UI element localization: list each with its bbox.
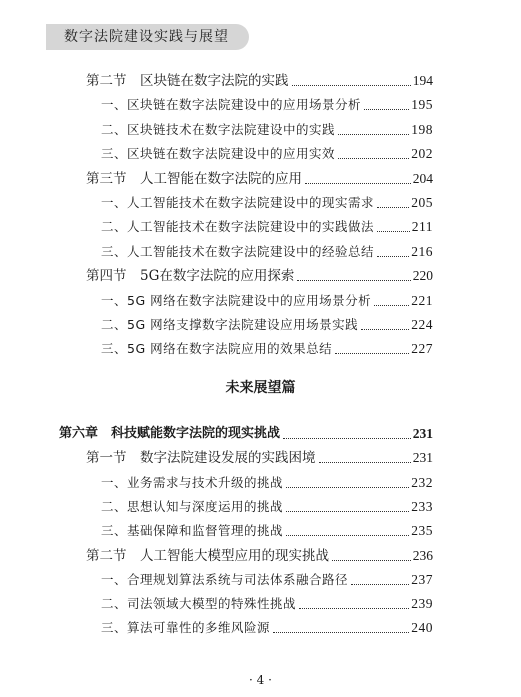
dot-leader [338, 157, 409, 159]
toc-entry-section[interactable] [0, 266, 521, 286]
toc-entry-item[interactable] [0, 120, 521, 140]
toc-entry-item[interactable] [0, 497, 521, 517]
toc-entry-page-number: 231 [412, 450, 433, 466]
dot-leader [351, 583, 409, 585]
toc-entry-section[interactable] [0, 169, 521, 189]
toc-entry-page-number: 235 [411, 523, 433, 539]
toc-entry-label: 一、合理规划算法系统与司法体系融合路径 [101, 571, 349, 587]
toc-entry-item[interactable] [0, 315, 521, 335]
toc-entry-item[interactable] [0, 193, 521, 213]
toc-entry-label: 第三节 人工智能在数字法院的应用 [86, 170, 302, 187]
toc-entry-page-number: 224 [411, 317, 433, 332]
toc-entry-page-number: 198 [411, 121, 433, 137]
toc-entry-item[interactable] [0, 217, 521, 237]
toc-entry-item[interactable] [0, 242, 521, 262]
toc-entry-label: 第一节 数字法院建设发展的实践困境 [86, 450, 316, 467]
running-header [46, 24, 249, 50]
dot-leader [297, 279, 410, 281]
dot-leader [283, 437, 411, 439]
toc-entry-label: 二、司法领域大模型的特殊性挑战 [101, 596, 297, 612]
dot-leader [305, 182, 411, 184]
toc-entry-page-number: 216 [411, 243, 433, 259]
dot-leader [319, 461, 411, 463]
toc-entry-page-number: 205 [411, 195, 433, 210]
toc-entry-page-number: 202 [411, 146, 433, 162]
toc-entry-page-number: 195 [411, 97, 433, 113]
dot-leader [364, 108, 409, 110]
toc-entry-item[interactable] [0, 473, 521, 493]
toc-entry-label: 三、区块链在数字法院建设中的应用实效 [101, 146, 336, 162]
toc-entry-label: 二、5G 网络支撑数字法院建设应用场景实践 [101, 317, 359, 332]
toc-entry-page-number: 236 [412, 547, 433, 563]
dot-leader [299, 607, 409, 609]
toc-entry-label: 二、区块链技术在数字法院建设中的实践 [101, 121, 336, 137]
toc-entry-item[interactable] [0, 339, 521, 359]
dot-leader [377, 255, 409, 257]
toc-entry-item[interactable] [0, 594, 521, 614]
dot-leader [338, 133, 409, 135]
toc-entry-page-number: 237 [411, 571, 433, 587]
dot-leader [286, 510, 409, 512]
toc-entry-page-number: 231 [412, 426, 433, 441]
toc-entry-page-number: 220 [412, 268, 433, 284]
dot-leader [377, 230, 410, 232]
toc-entry-label: 一、业务需求与技术升级的挑战 [101, 474, 284, 490]
toc-entry-label: 三、人工智能技术在数字法院建设中的经验总结 [101, 243, 375, 259]
toc-entry-item[interactable] [0, 570, 521, 590]
toc-entry-page-number: 221 [411, 292, 433, 308]
toc-entry-section[interactable] [0, 546, 521, 566]
toc-entry-page-number: 240 [411, 620, 433, 636]
toc-entry-label: 第二节 人工智能大模型应用的现实挑战 [86, 547, 329, 564]
toc-entry-label: 一、人工智能技术在数字法院建设中的现实需求 [101, 195, 375, 210]
dot-leader [335, 352, 409, 354]
running-header-title: 数字法院建设实践与展望 [64, 29, 229, 45]
toc-entry-item[interactable] [0, 95, 521, 115]
dot-leader [374, 304, 409, 306]
dot-leader [292, 84, 411, 86]
dot-leader [361, 328, 409, 330]
toc-entry-label: 三、5G 网络在数字法院应用的效果总结 [101, 341, 333, 357]
toc-entry-page-number: 227 [411, 341, 433, 357]
toc-entry-page-number: 232 [411, 474, 433, 490]
dot-leader [273, 631, 409, 633]
toc-entry-item[interactable] [0, 144, 521, 164]
toc-entry-label: 第四节 5G在数字法院的应用探索 [86, 268, 295, 285]
dot-leader [286, 486, 409, 488]
toc-entry-label: 二、人工智能技术在数字法院建设中的实践做法 [101, 219, 375, 235]
part-title: 未来展望篇 [225, 380, 296, 396]
toc-entry-label: 第六章 科技赋能数字法院的现实挑战 [59, 426, 281, 441]
toc-entry-page-number: 211 [411, 219, 433, 235]
toc-entry-label: 一、区块链在数字法院建设中的应用场景分析 [101, 97, 362, 113]
toc-entry-item[interactable] [0, 618, 521, 638]
toc-entry-section[interactable] [0, 71, 521, 91]
dot-leader [377, 206, 409, 208]
toc-entry-section[interactable] [0, 448, 521, 468]
dot-leader [286, 534, 409, 536]
toc-entry-label: 一、5G 网络在数字法院建设中的应用场景分析 [101, 292, 372, 308]
toc-entry-page-number: 239 [411, 596, 433, 612]
page-number: · 4 · [249, 673, 272, 687]
toc-entry-chapter[interactable] [0, 424, 521, 444]
toc-entry-label: 第二节 区块链在数字法院的实践 [86, 73, 289, 89]
toc-entry-item[interactable] [0, 521, 521, 541]
toc-entry-label: 三、算法可靠性的多维风险源 [101, 620, 271, 636]
toc-entry-item[interactable] [0, 291, 521, 311]
toc-entry-label: 三、基础保障和监督管理的挑战 [101, 523, 284, 539]
toc-entry-label: 二、思想认知与深度运用的挑战 [101, 498, 284, 514]
toc-entry-page-number: 194 [412, 73, 433, 88]
toc-entry-page-number: 233 [411, 498, 433, 514]
toc-entry-page-number: 204 [412, 170, 433, 186]
dot-leader [332, 559, 411, 561]
